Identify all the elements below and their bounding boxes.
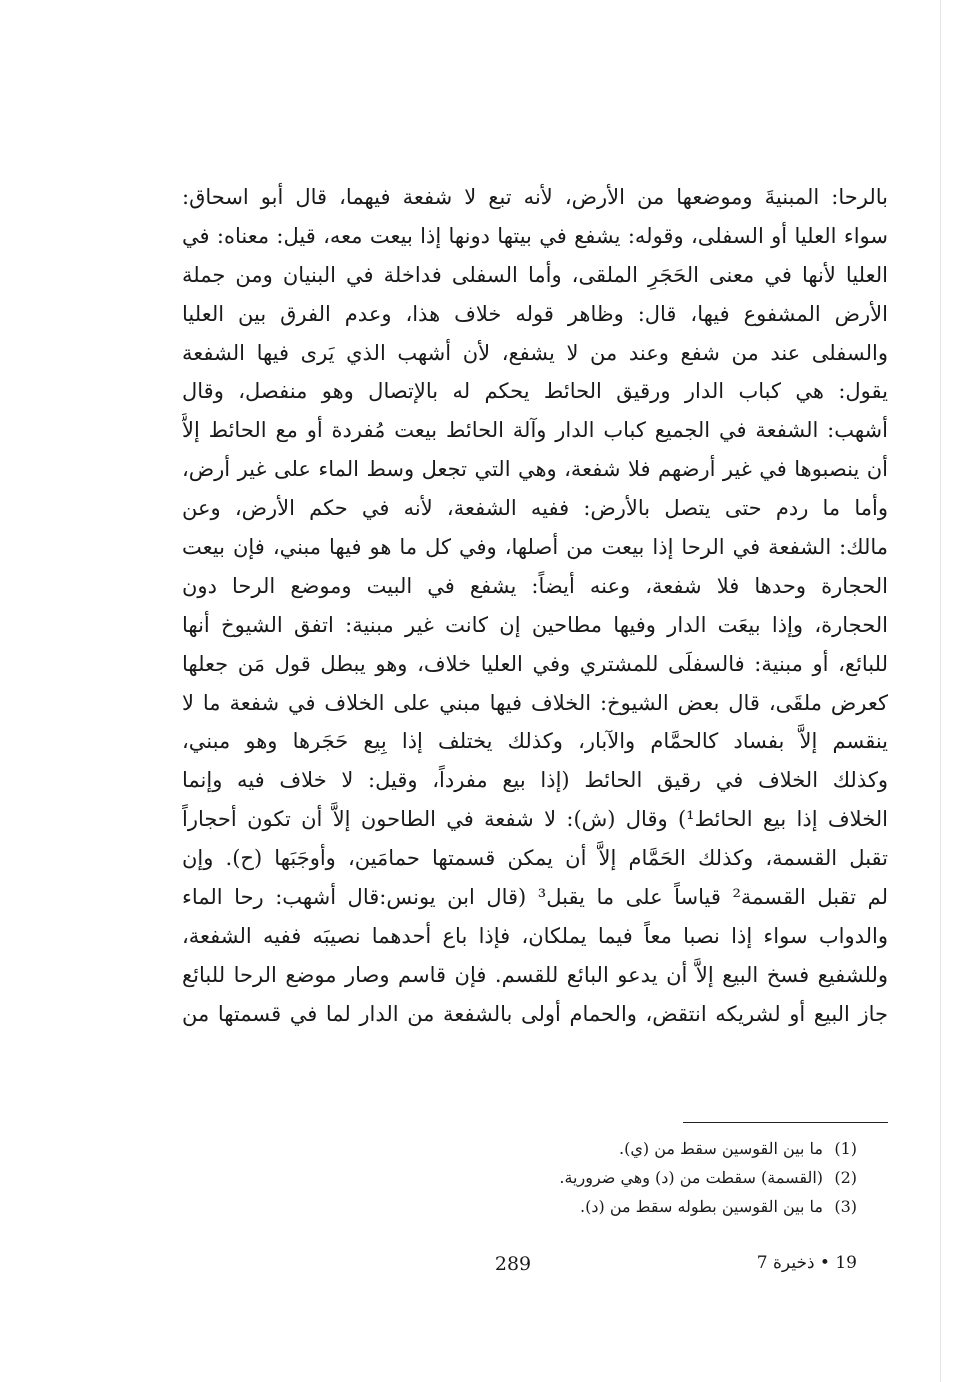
footnotes (457, 1134, 857, 1221)
text-line: بالرحا: المبنيةَ وموضعها من الأرض، لأنه تبع لا شفعة فيهما، قال أبو اسحاق: (182, 185, 888, 209)
text-line: تقبل القسمة، وكذلك الحَمَّام إلاَّ أن يمكن قسمتها حمامَين، وأوجَبَها (ح). وإن (182, 846, 888, 871)
text-line: مالك: الشفعة في الرحا إذا بيعت من أصلها، وفي كل ما هو فيها مبني، فإن بيعت (182, 535, 888, 560)
text-line: سواء العليا أو السفلى، وقوله: يشفع في بيتها دونها إذا بيعت معه، قيل: معناه: في (182, 223, 888, 248)
text-line: الحجارة وحدها فلا شفعة، وعنه أيضاً: يشفع في البيت وموضع الرحا دون (182, 573, 888, 598)
text-line: ينقسم إلاَّ بفساد كالحمَّام والآبار، وكذلك يختلف إذا بِيع حَجَرها وهو مبني، (182, 729, 888, 754)
text-line: لم تقبل القسمة² قياساً على ما يقبل³ (قال ابن يونس:قال أشهب: رحا الماء (182, 885, 888, 910)
text-line: العليا لأنها في معنى الحَجَرِ الملقى، وأما السفلى فداخلة في البنيان ومن جملة (182, 262, 888, 287)
page-edge-line (940, 0, 941, 1382)
text-line: للبائع، أو مبنية: فالسفلَى للمشتري وفي العليا خلاف، وهو يبطل قول مَن جعلها (182, 651, 888, 676)
text-line: الحجارة، وإذا بيعَت الدار وفيها مطاحين إن كانت غير مبنية: اتفق الشيوخ أنها (182, 612, 888, 637)
footnote-item (457, 1192, 857, 1221)
text-line: الخلاف إذا بيع الحائط¹) وقال (ش): لا شفعة في الطاحون إلاَّ أن تكون أحجاراً (182, 807, 888, 832)
text-line: الأرض المشفوع فيها، قال: وظاهر قوله خلاف هذا، وعدم الفرق بين العليا (182, 301, 888, 326)
text-line: والدواب سواء إذا نصبا معاً فيما يملكان، فإذا باع أحدهما نصيبَه ففيه الشفعة، (182, 923, 888, 948)
footnote-text: (القسمة) سقطت من (د) وهي ضرورية. (559, 1168, 823, 1187)
footnote-item (457, 1163, 857, 1192)
text-line: يقول: هي كباب الدار ورقيق الحائط يحكم له بالإتصال وهو منفصل، وقال (182, 379, 888, 404)
footnote-number: (2) (834, 1168, 857, 1187)
footnote-text: ما بين القوسين سقط من (ي). (619, 1139, 823, 1158)
text-line: جاز البيع أو لشريكه انتقض، والحمام أولى بالشفعة من الدار لما في قسمتها من (182, 1001, 888, 1026)
footnote-divider (683, 1122, 888, 1123)
text-line: كعرض ملقَى، قال بعض الشيوخ: الخلاف فيها مبني على الخلاف في شفعة ما لا (182, 690, 888, 715)
footnote-number: (3) (834, 1197, 857, 1216)
main-text (182, 178, 888, 1034)
text-line: والسفلى عند من شفع وعند من لا يشفع، لأن أشهب الذي يَرى فيها الشفعة (182, 340, 888, 365)
text-line: وكذلك الخلاف في رقيق الحائط (إذا بيع مفرداً، وقيل: لا خلاف فيه وإنما (182, 768, 888, 793)
text-line: وأما ما ردم حتى يتصل بالأرض: ففيه الشفعة، لأنه في حكم الأرض، وعن (182, 496, 888, 521)
signature-mark: 19 • ذخيرة 7 (756, 1253, 857, 1273)
footnote-text: ما بين القوسين بطوله سقط من (د). (580, 1197, 823, 1216)
text-line: أن ينصبوها في غير أرضهم فلا شفعة، وهي التي تجعل وسط الماء على غير أرض، (182, 457, 888, 482)
page-number: 289 (494, 1253, 532, 1275)
footnote-number: (1) (834, 1139, 857, 1158)
footnote-item (457, 1134, 857, 1163)
text-line: أشهب: الشفعة في الجميع كباب الدار وآلة الحائط بيعت مُفردة أو مع الحائط إلاَّ (182, 418, 888, 443)
text-line: وللشفيع فسخ البيع إلاَّ أن يدعو البائع للقسم. فإن قاسم وصار موضع الرحا للبائع (182, 962, 888, 987)
